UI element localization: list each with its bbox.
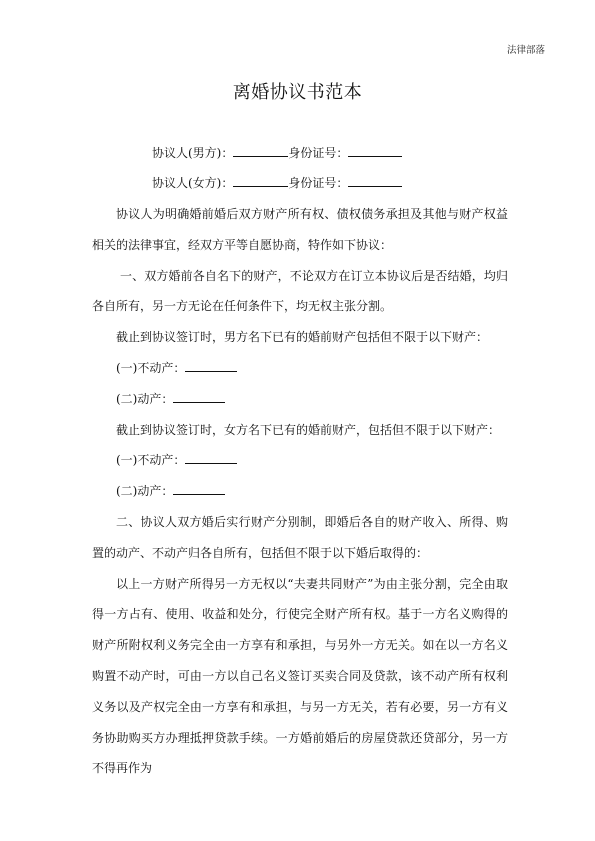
male-movables-blank[interactable]	[173, 391, 225, 403]
party-male-id-blank[interactable]	[348, 145, 402, 157]
female-movables-label: (二)动产：	[116, 484, 174, 499]
party-male-name-blank[interactable]	[233, 145, 288, 157]
party-male-label: 协议人(男方)：	[152, 146, 234, 160]
female-movables-line	[92, 476, 508, 507]
female-assets-intro: 截止到协议签订时，女方名下已有的婚前财产，包括但不限于以下财产：	[116, 422, 501, 437]
clause-2-paragraph: 二、协议人双方婚后实行财产分别制，即婚后各自的财产收入、所得、购置的动产、不动产归各自所有，包括但不限于以下婚后取得的：	[92, 514, 508, 560]
party-female-id-label: 身份证号：	[288, 176, 349, 190]
clause-2-detail-paragraph: 以上一方财产所得另一方无权以“夫妻共同财产”为由主张分割，完全由取得一方占有、使用、收益和处分，行使完全财产所有权。基于一方名义购得的财产所附权利义务完全由一方享有和承担，与另外一方无关。如在以一方名义购置不动产时，可由一方以自己名义签订买卖合同及贷款，该不动产所有权利义务以及产权完全由一方享有和承担，与另一方无关，若有必要，另一方有义务协助购买方办理抵押贷款手续。一方婚前婚后的房屋贷款还贷部分，另一方不得再作为	[92, 576, 508, 776]
male-assets-intro: 截止到协议签订时，男方名下已有的婚前财产包括但不限于以下财产：	[116, 330, 489, 345]
female-real-estate-line	[92, 445, 508, 476]
female-real-estate-blank[interactable]	[185, 452, 237, 464]
male-movables-label: (二)动产：	[116, 391, 174, 406]
party-female-label: 协议人(女方)：	[152, 176, 234, 190]
party-female-line	[152, 174, 402, 191]
clause-1-paragraph: 一、双方婚前各自名下的财产，不论双方在订立本协议后是否结婚，均归各自所有，另一方无论在任何条件下，均无权主张分割。	[92, 268, 508, 314]
party-male-id-label: 身份证号：	[288, 146, 349, 160]
male-movables-line	[92, 384, 508, 415]
party-male-line	[152, 144, 402, 161]
male-real-estate-blank[interactable]	[185, 360, 237, 372]
female-movables-blank[interactable]	[173, 483, 225, 495]
agreement-body	[92, 199, 508, 784]
male-real-estate-label: (一)不动产：	[116, 360, 186, 375]
header-source-label: 法律部落	[506, 45, 545, 56]
intro-paragraph: 协议人为明确婚前婚后双方财产所有权、债权债务承担及其他与财产权益相关的法律事宜，经双方平等自愿协商，特作如下协议：	[92, 207, 508, 252]
female-real-estate-label: (一)不动产：	[116, 453, 186, 468]
party-female-name-blank[interactable]	[233, 175, 288, 187]
document-title: 离婚协议书范本	[232, 82, 363, 103]
male-real-estate-line	[92, 353, 508, 384]
party-female-id-blank[interactable]	[348, 175, 402, 187]
